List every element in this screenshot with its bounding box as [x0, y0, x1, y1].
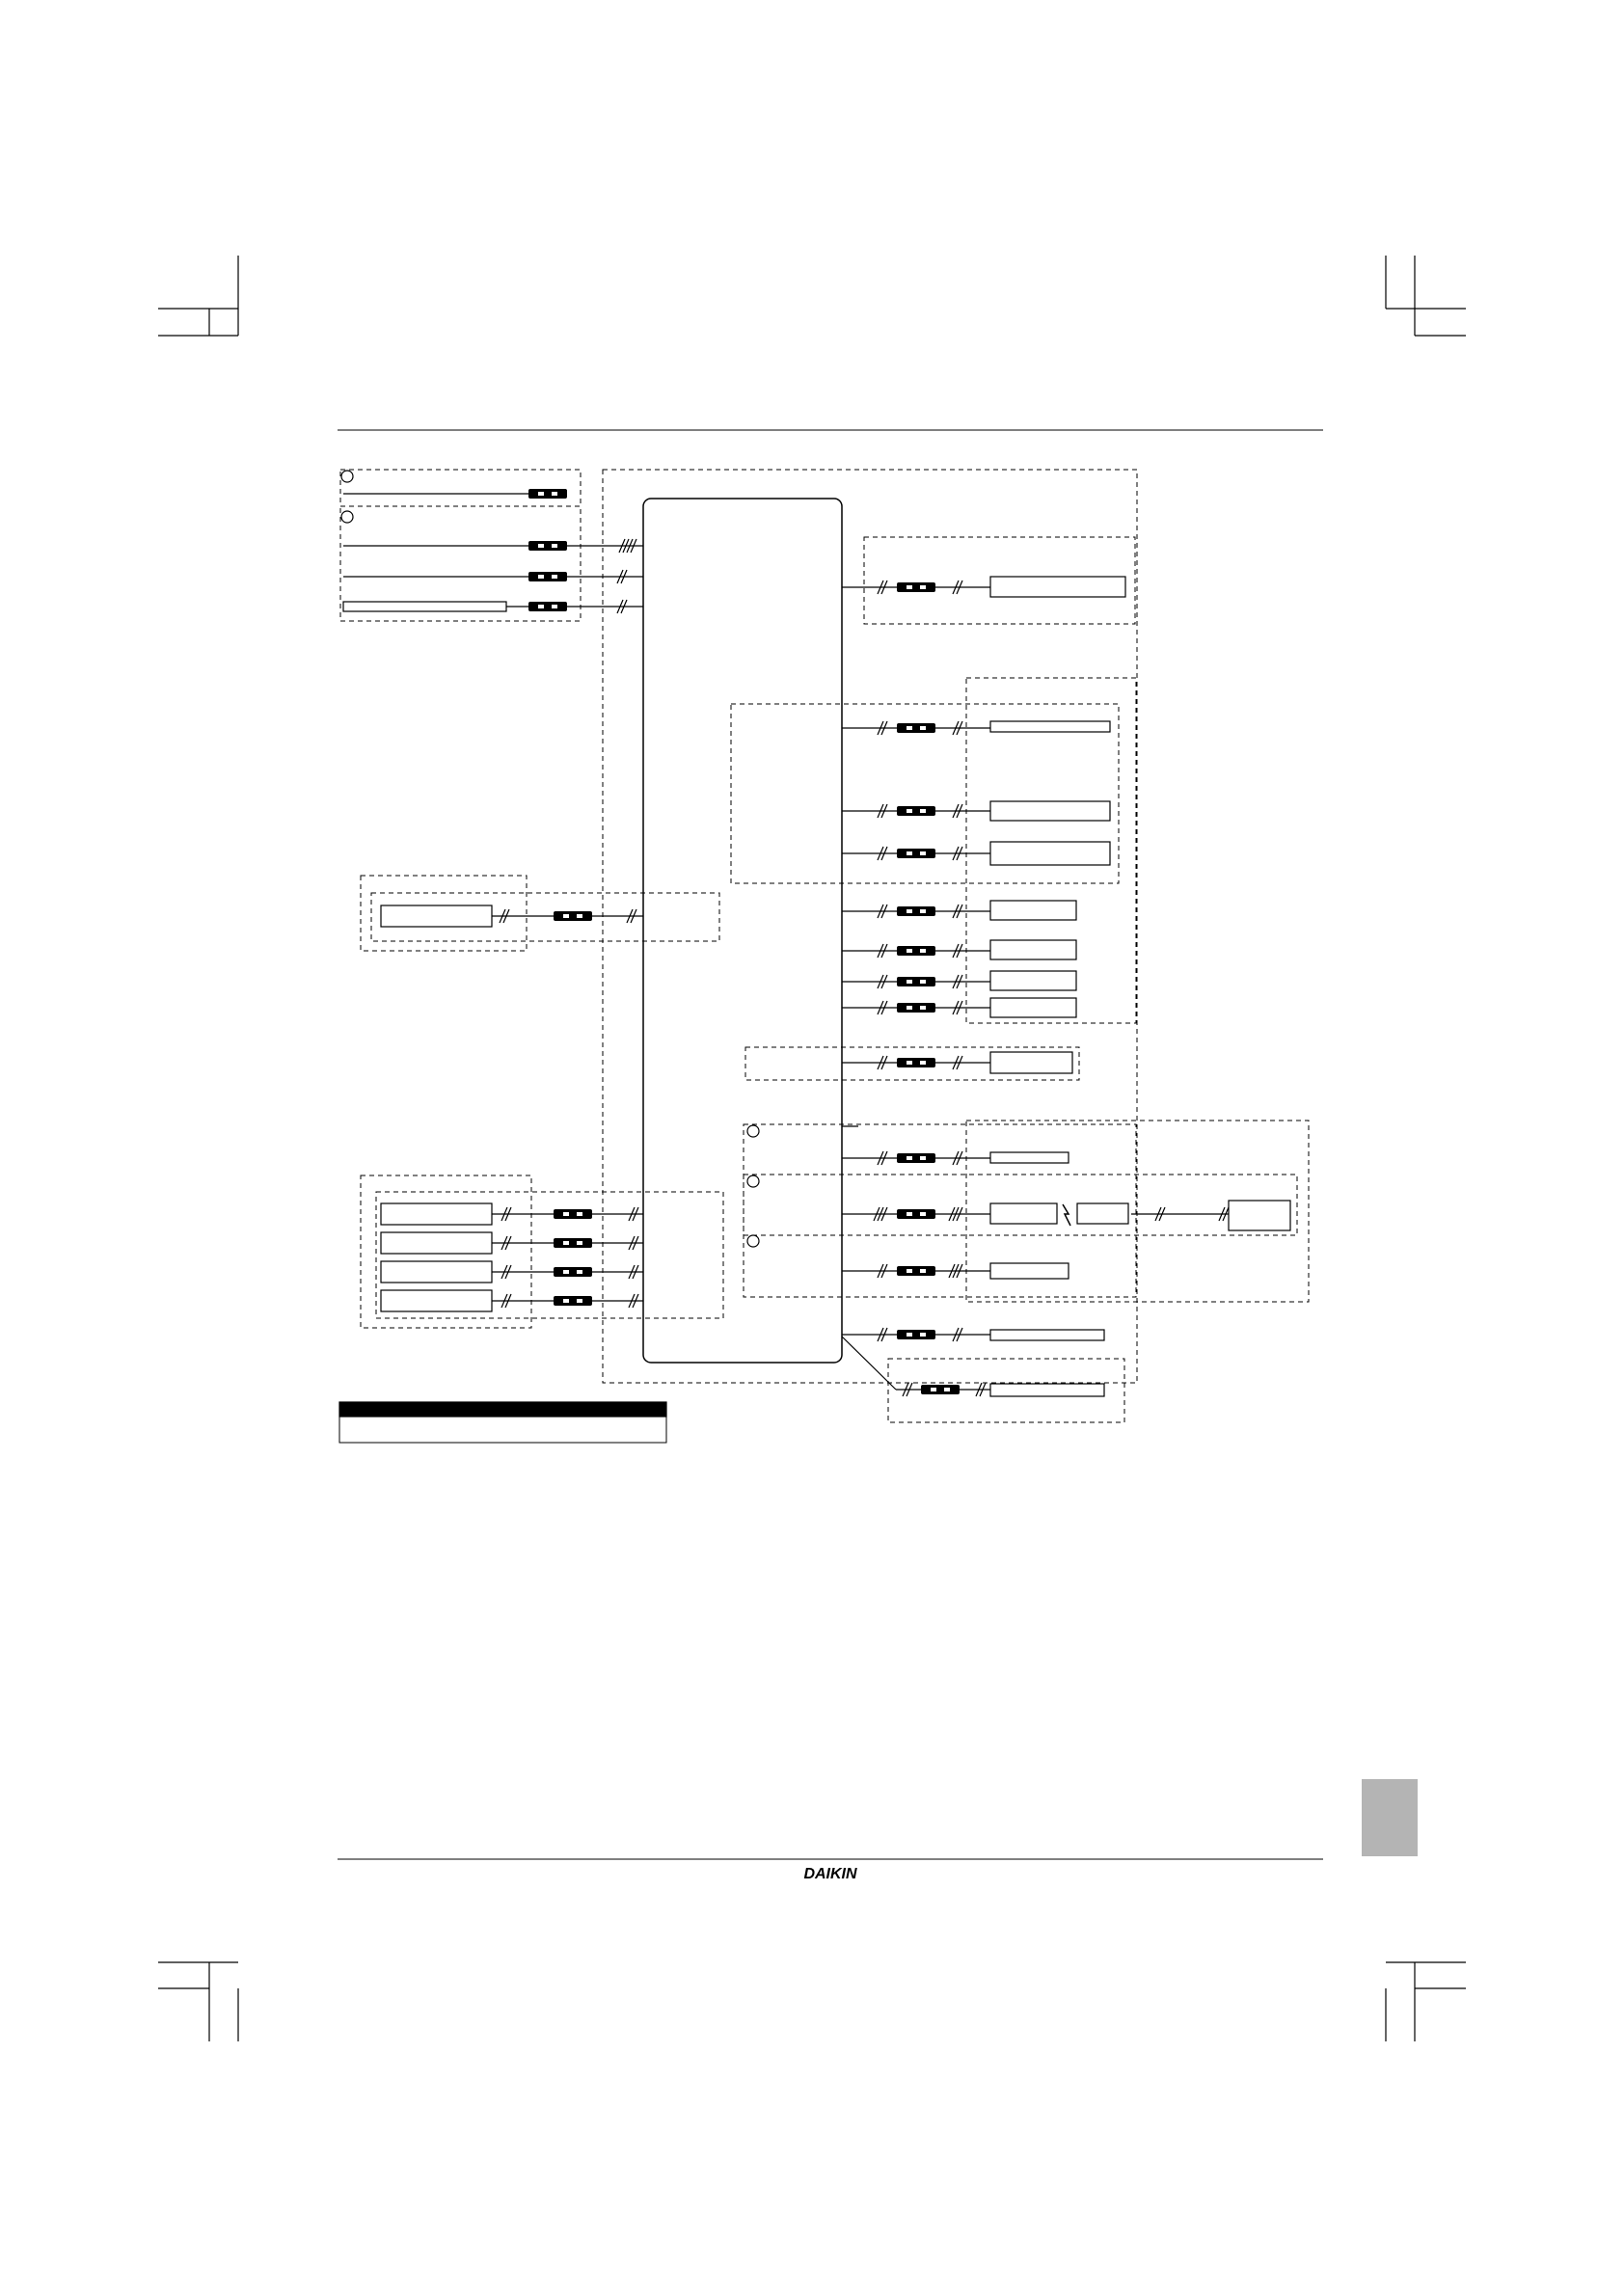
connector [897, 1330, 935, 1339]
connector [897, 1209, 935, 1219]
connector [528, 489, 567, 499]
connector [921, 1385, 960, 1394]
connector [897, 723, 935, 733]
legend-row [339, 1417, 666, 1443]
connector [528, 541, 567, 551]
connector [554, 1238, 592, 1248]
crop-marks [158, 256, 1466, 2041]
left-lower-components [381, 1203, 643, 1311]
connector [554, 1267, 592, 1277]
connector [897, 906, 935, 916]
connector [897, 849, 935, 858]
connector [897, 1153, 935, 1163]
connector [554, 1296, 592, 1306]
terminal-circle [747, 1125, 759, 1137]
dashed-boxes [340, 470, 1309, 1422]
terminal-circle [747, 1175, 759, 1187]
terminal-circle [341, 511, 353, 523]
connector [897, 946, 935, 956]
connector [897, 1003, 935, 1013]
wiring-diagram [339, 470, 1309, 1443]
left-wires [343, 494, 643, 611]
right-components [990, 577, 1290, 1396]
connector [554, 911, 592, 921]
connector [897, 806, 935, 816]
connector [897, 582, 935, 592]
main-pcb [643, 499, 842, 1363]
terminal-circle [341, 471, 353, 482]
connector [897, 1266, 935, 1276]
connector [897, 1058, 935, 1067]
daikin-logo: DAIKIN [803, 1866, 857, 1882]
connector [528, 572, 567, 581]
thumb-index-tab [1362, 1779, 1418, 1856]
left-component [381, 905, 492, 927]
legend-header-bar [339, 1402, 666, 1417]
connector [528, 602, 567, 611]
terminal-circle [747, 1235, 759, 1247]
connector [554, 1209, 592, 1219]
lightning-icon [1063, 1204, 1070, 1226]
connector [897, 977, 935, 986]
